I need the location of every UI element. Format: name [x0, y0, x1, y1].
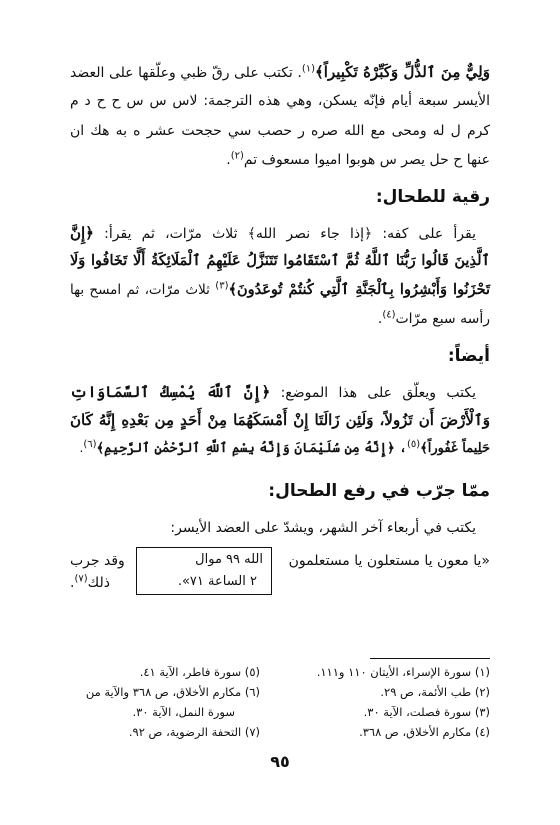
footnote-4: (٤) مكارم الأخلاق، ص ٣٦٨.: [359, 725, 490, 739]
period: .: [79, 441, 84, 455]
footnote-ref: (٧): [74, 573, 88, 585]
footnote-6-continued: سورة النمل، الآية ٣٠.: [132, 705, 235, 719]
footnote-6: (٦) مكارم الأخلاق، ص ٣٦٨ والآية من: [85, 685, 260, 699]
paragraph-4-line-1: يكتب في أربعاء آخر الشهر، ويشدّ على العضد الأيسر:: [170, 520, 476, 536]
quran-quote: تَحْزَنُوا وَأَبْشِرُوا بِٱلْجَنَّةِ ٱلَّتِي كُنتُمْ تُوعَدُونَ﴾: [228, 281, 490, 298]
talisman-row-2: ٢ الساعة ٧١».: [177, 574, 257, 589]
paragraph-2-line-4: [70, 309, 490, 329]
footnote-3: (٣) سورة فصلت، الآية ٣٠.: [363, 705, 490, 719]
body-text: . تكتب على رقّ ظبي وعلّقها على العضد: [70, 65, 302, 81]
paragraph-2-line-2: ٱلَّذِينَ قَالُوا رَبُّنَا ٱللَّهُ ثُمَّ ٱسْتَقَامُوا تَتَنَزَّلُ عَلَيْهِمُ ٱلْمَلَائِكَةُ أَلَّا تَخَافُوا وَلَا: [70, 252, 490, 269]
period: .: [377, 311, 383, 327]
paragraph-1-line-1: [70, 62, 490, 83]
body-text: عنها ح حل يصر س هوبوا اميوا مسعوف تم: [243, 152, 490, 168]
quran-quote: ﴿إِنَّ: [70, 224, 94, 242]
footnote-ref: (٦): [83, 439, 97, 450]
footnote-ref: (١): [301, 63, 316, 75]
period: .: [226, 152, 231, 168]
paragraph-3-line-2: وَٱلْأَرْضَ أَن تَزُولاً، وَلَئِن زَالَتَا إِنْ أَمْسَكَهُمَا مِنْ أَحَدٍ مِن بَعْدِهِ إِنَّهُ كَانَ: [70, 411, 490, 429]
quran-quote: وَلِيٌّ مِنَ ٱلذُّلِّ وَكَبِّرْهُ تَكْبِيراً﴾: [315, 63, 490, 81]
paragraph-1-line-3: كرم ل له ومحى مع الله صره ر حصب سي حجحت عشر ه به هك ان: [70, 123, 490, 139]
section-heading-also: أيضاً:: [447, 346, 490, 366]
paragraph-1-line-2: الأيسر سبعة أيام فإنّه يسكن، وهي هذه الترجمة: لاس س س ح ح د م: [70, 93, 490, 109]
footnote-ref: (٤): [382, 309, 396, 321]
paragraph-4-line-3: [70, 573, 110, 593]
paragraph-1-line-4: [70, 150, 490, 170]
body-text: ثلاث مرّات، ثم امسح بها: [70, 282, 216, 298]
body-text: يكتب ويعلّق على هذا الموضع:: [270, 385, 476, 401]
section-heading-tested-remedy: ممّا جرّب في رفع الطحال:: [268, 481, 490, 501]
page-number: ٩٥: [270, 752, 290, 771]
paragraph-3-line-3: [70, 438, 490, 459]
body-text: يقرأ على كفه: ﴿إذا جاء نصر الله﴾ ثلاث مرّات، ثم يقرأ:: [93, 226, 476, 242]
footnote-ref: (٣): [215, 280, 229, 292]
quran-quote: ، ﴿إِنَّهُ مِن سُلَيْمَانَ وَإِنَّهُ بِسْمِ ٱللَّهِ ٱلرَّحْمَٰنِ ٱلرَّحِيمِ﴾: [96, 441, 407, 456]
period: .: [70, 575, 75, 591]
footnote-ref: (٢): [230, 150, 244, 162]
paragraph-2-line-3: [70, 280, 490, 300]
footnote-1: (١) سورة الإسراء، الأيتان ١١٠ و١١١.: [316, 665, 490, 679]
footnote-divider: [370, 658, 490, 659]
quran-quote: ﴿إِنَّ ٱللَّهَ يُمْسِكُ ٱلسَّمَاوَاتِ: [70, 383, 271, 401]
paragraph-4-line-2-left: وقد جرب: [70, 553, 125, 569]
footnote-ref: (٥): [406, 439, 421, 450]
paragraph-3-line-1: [70, 382, 476, 403]
footnote-2: (٢) طب الأئمة، ص ٢٩.: [380, 685, 490, 699]
footnote-5: (٥) سورة فاطر، الآية ٤١.: [139, 665, 260, 679]
footnote-7: (٧) التحفة الرضوية، ص ٩٢.: [128, 725, 260, 739]
body-text: ذلك: [87, 575, 110, 591]
section-heading-spleen-ruqya: رقية للطحال:: [375, 187, 490, 207]
paragraph-2-line-1: [70, 223, 476, 244]
talisman-row-1: الله ٩٩ موال: [195, 552, 263, 567]
quran-quote: حَلِيماً غَفُوراً﴾: [420, 441, 490, 456]
talisman-box: [136, 547, 272, 595]
paragraph-4-line-2-right: «يا معون يا مستعلون يا مستعلمون: [288, 553, 490, 569]
body-text: رأسه سبع مرّات: [395, 311, 490, 327]
